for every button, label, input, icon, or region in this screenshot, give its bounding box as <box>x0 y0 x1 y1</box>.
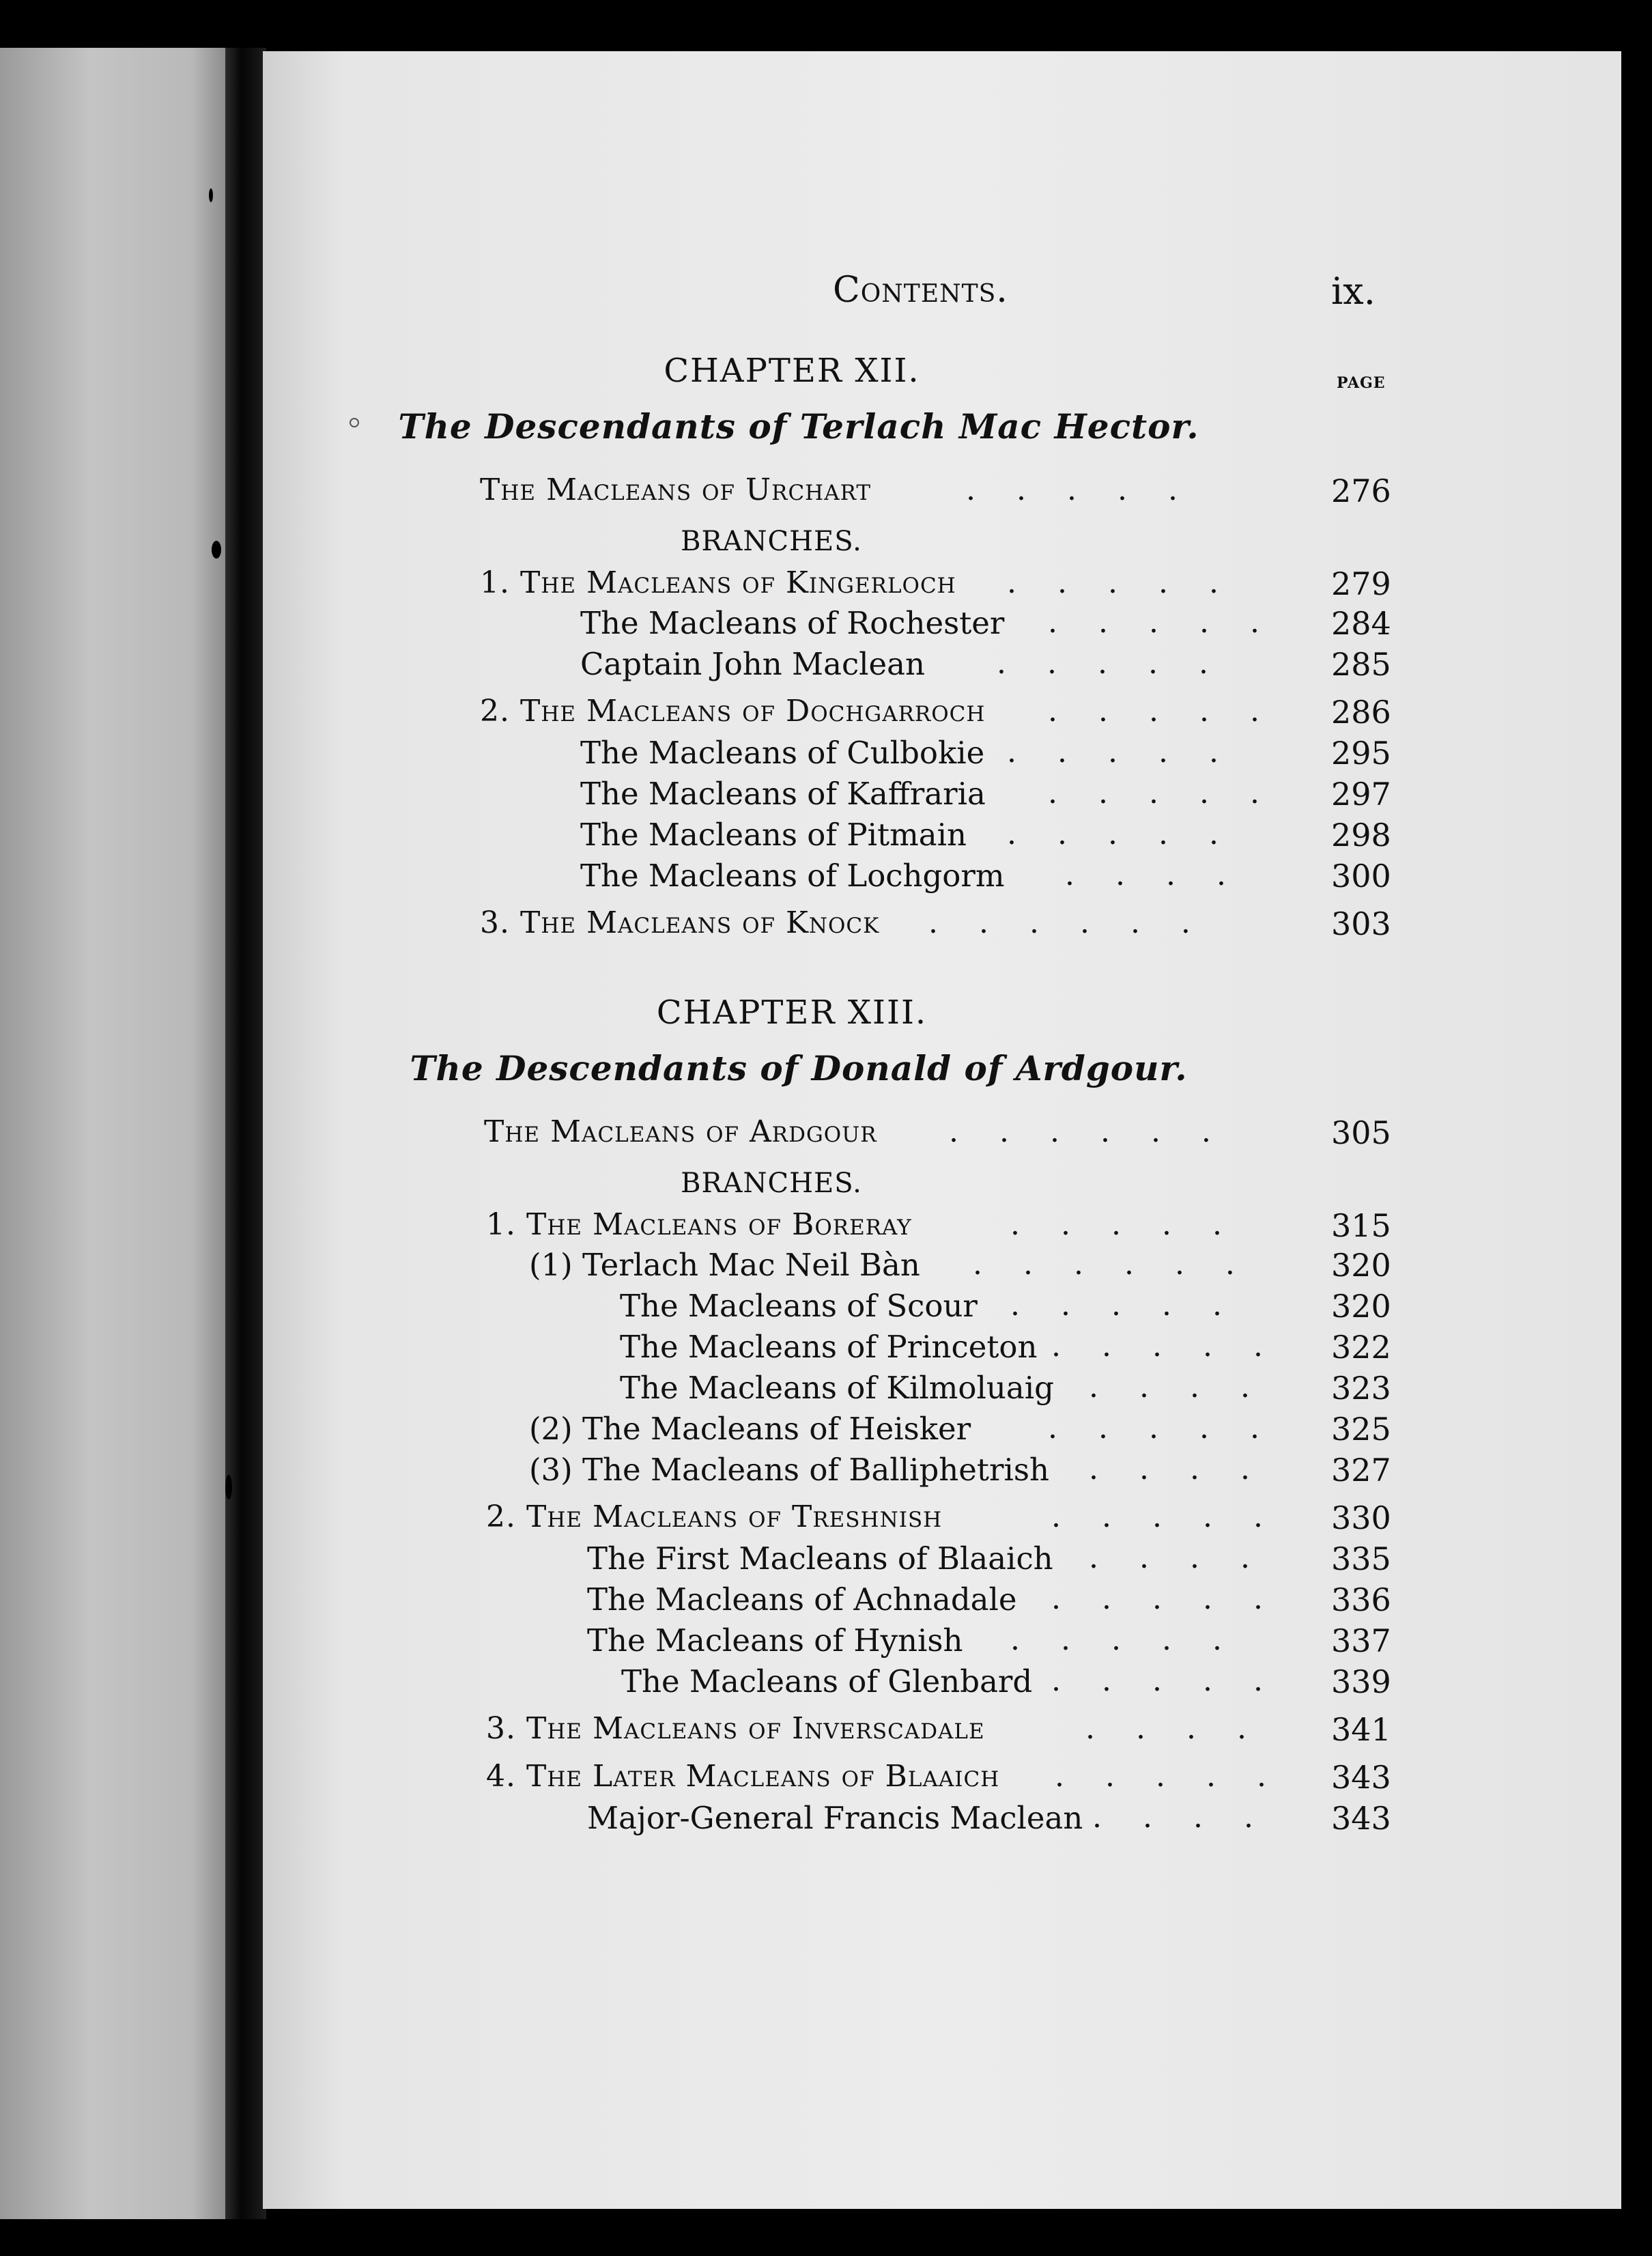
leader-dots: .... <box>1089 1370 1291 1405</box>
toc-entry-page: 300 <box>1331 858 1391 894</box>
toc-entry-page: 295 <box>1331 735 1391 772</box>
toc-entry-label: The Macleans of Kaffraria <box>580 776 986 812</box>
toc-entry-page: 303 <box>1331 905 1391 942</box>
leader-dots: ..... <box>1051 1581 1304 1616</box>
toc-entry-label: 3. The Macleans of Knock <box>480 905 880 940</box>
toc-entry-page: 339 <box>1331 1663 1391 1700</box>
leader-dots: ..... <box>1007 565 1259 600</box>
toc-entry-label: Captain John Maclean <box>580 646 925 682</box>
toc-entry-label: The Macleans of Kilmoluaig <box>620 1370 1054 1406</box>
toc-entry-label: The First Macleans of Blaaich <box>587 1540 1053 1577</box>
toc-entry-page: 298 <box>1331 817 1391 854</box>
toc-entry-page: 276 <box>1331 473 1391 509</box>
toc-entry-page: 343 <box>1331 1800 1391 1837</box>
toc-entry-page: 336 <box>1331 1581 1391 1618</box>
toc-entry-label: The Macleans of Princeton <box>620 1329 1038 1365</box>
branches-heading: BRANCHES. <box>681 526 862 557</box>
toc-entry-label: The Macleans of Scour <box>620 1288 978 1324</box>
leader-dots: ...... <box>949 1114 1252 1149</box>
leader-dots: ..... <box>966 473 1219 507</box>
leader-dots: ..... <box>1010 1622 1263 1657</box>
toc-entry-label: 2. The Macleans of Dochgarroch <box>480 694 986 729</box>
toc-entry-label: The Macleans of Pitmain <box>580 817 967 853</box>
toc-entry-label: 4. The Later Macleans of Blaaich <box>486 1759 1000 1794</box>
leader-dots: ..... <box>1051 1663 1304 1698</box>
leader-dots: ...... <box>973 1247 1276 1282</box>
toc-entry-label: The Macleans of Culbokie <box>580 735 985 771</box>
toc-entry-page: 284 <box>1331 605 1391 642</box>
leader-dots: .... <box>1089 1540 1291 1575</box>
toc-entry-page: 335 <box>1331 1540 1391 1577</box>
chapter-subtitle: The Descendants of Terlach Mac Hector. <box>398 406 1199 447</box>
toc-entry-label: The Macleans of Rochester <box>580 605 1005 641</box>
toc-entry-label: The Macleans of Glenbard <box>621 1663 1033 1700</box>
leader-dots: ..... <box>1010 1207 1263 1242</box>
leader-dots: ...... <box>928 905 1231 940</box>
toc-entry-label: (2) The Macleans of Heisker <box>529 1411 971 1447</box>
leader-dots: ..... <box>1048 1411 1300 1446</box>
toc-entry-page: 330 <box>1331 1499 1391 1536</box>
leader-dots: ..... <box>1048 605 1300 640</box>
toc-entry-label: Major-General Francis Maclean <box>587 1800 1083 1836</box>
toc-entry-label: (3) The Macleans of Balliphetrish <box>529 1452 1049 1488</box>
leader-dots: ..... <box>1048 776 1300 810</box>
leader-dots: ..... <box>1010 1288 1263 1323</box>
toc-entry-label: 2. The Macleans of Treshnish <box>486 1499 943 1534</box>
toc-entry-page: 320 <box>1331 1247 1391 1284</box>
toc-entry-page: 323 <box>1331 1370 1391 1407</box>
toc-entry-label: 1. The Macleans of Kingerloch <box>480 565 956 600</box>
toc-entry-page: 315 <box>1331 1207 1391 1244</box>
toc-entry-label: 3. The Macleans of Inverscadale <box>486 1711 985 1746</box>
leader-dots: ..... <box>1055 1759 1307 1794</box>
toc-entry-page: 343 <box>1331 1759 1391 1796</box>
toc-entry-page: 337 <box>1331 1622 1391 1659</box>
leader-dots: ..... <box>1051 1499 1304 1534</box>
toc-entry-label: The Macleans of Hynish <box>587 1622 963 1659</box>
leader-dots: ..... <box>1051 1329 1304 1364</box>
leader-dots: ..... <box>1048 694 1300 729</box>
toc-entry-label: The Macleans of Ardgour <box>484 1114 877 1149</box>
toc-entry-page: 341 <box>1331 1711 1391 1748</box>
margin-speck <box>209 188 213 202</box>
chapter-heading: CHAPTER XII. <box>664 352 920 390</box>
chapter-heading: CHAPTER XIII. <box>656 993 928 1032</box>
toc-entry-page: 327 <box>1331 1452 1391 1489</box>
toc-entry-label: 1. The Macleans of Boreray <box>486 1207 912 1242</box>
leader-dots: .... <box>1065 858 1267 892</box>
leader-dots: ..... <box>1007 735 1259 770</box>
page-number: ix. <box>1331 270 1376 313</box>
leader-dots: ..... <box>997 646 1249 681</box>
toc-entry-page: 279 <box>1331 565 1391 602</box>
toc-entry-page: 297 <box>1331 776 1391 813</box>
toc-entry-label: The Macleans of Urchart <box>480 473 872 507</box>
leader-dots: .... <box>1092 1800 1294 1835</box>
toc-entry-page: 325 <box>1331 1411 1391 1448</box>
toc-entry-page: 285 <box>1331 646 1391 683</box>
leader-dots: .... <box>1085 1711 1287 1746</box>
leader-dots: ..... <box>1007 817 1259 851</box>
toc-entry-page: 320 <box>1331 1288 1391 1325</box>
leader-dots: .... <box>1089 1452 1291 1486</box>
toc-entry-label: The Macleans of Achnadale <box>587 1581 1017 1618</box>
branches-heading: BRANCHES. <box>681 1168 862 1199</box>
toc-entry-page: 322 <box>1331 1329 1391 1366</box>
toc-entry-label: (1) Terlach Mac Neil Bàn <box>529 1247 920 1283</box>
toc-entry-page: 305 <box>1331 1114 1391 1151</box>
page-column-label: PAGE <box>1337 374 1386 392</box>
running-head: Contents. <box>833 270 1008 311</box>
margin-speck <box>225 1475 232 1499</box>
toc-entry-label: The Macleans of Lochgorm <box>580 858 1005 894</box>
toc-entry-page: 286 <box>1331 694 1391 731</box>
chapter-subtitle: The Descendants of Donald of Ardgour. <box>410 1048 1188 1088</box>
